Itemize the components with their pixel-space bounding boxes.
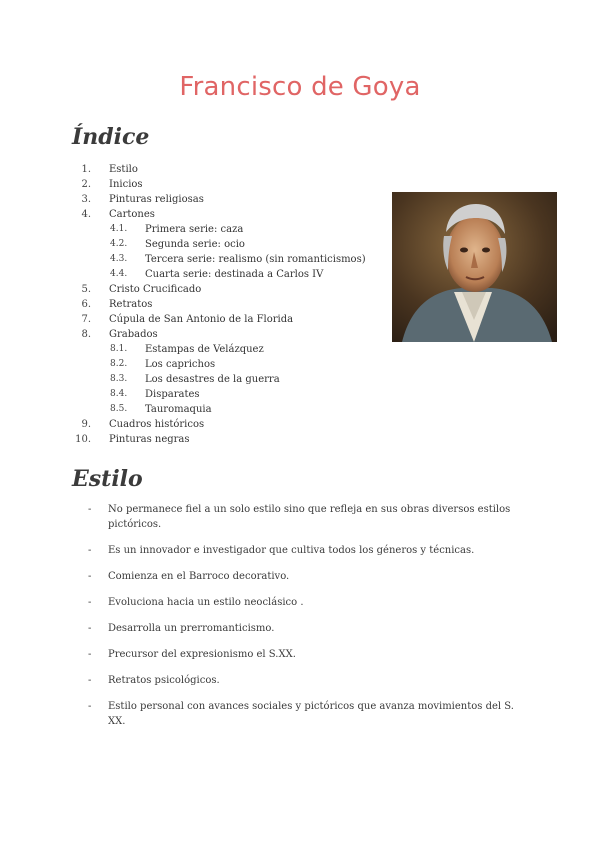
list-item — [88, 647, 528, 662]
toc-item-number: 10. — [75, 434, 91, 445]
bullet-marker: - — [88, 623, 92, 634]
toc-item-label: Primera serie: caza — [145, 224, 244, 235]
bullet-marker: - — [88, 504, 92, 515]
bullet-marker: - — [88, 545, 92, 556]
bullet-text: Estilo personal con avances sociales y pictóricos que avanza movimientos del S. XX. — [108, 701, 514, 727]
toc-item-number: 8.5. — [110, 404, 128, 414]
toc-item-label: Cartones — [109, 209, 155, 220]
toc-item-label: Tauromaquia — [145, 404, 212, 415]
toc-item — [72, 357, 402, 372]
toc-item-number: 8. — [81, 329, 91, 340]
list-item — [88, 673, 528, 688]
toc-item-label: Estilo — [109, 164, 138, 175]
toc-item-number: 4.4. — [110, 269, 128, 279]
toc-item — [72, 177, 402, 192]
toc-item — [72, 162, 402, 177]
table-of-contents — [72, 162, 402, 447]
toc-item — [72, 372, 402, 387]
toc-item-number: 8.3. — [110, 374, 128, 384]
list-item — [88, 502, 528, 532]
bullet-text: Retratos psicológicos. — [108, 675, 220, 686]
bullet-text: Comienza en el Barroco decorativo. — [108, 571, 290, 582]
bullet-marker: - — [88, 701, 92, 712]
document-title: Francisco de Goya — [179, 72, 421, 102]
toc-item-label: Disparates — [145, 389, 200, 400]
toc-item-label: Los desastres de la guerra — [145, 374, 280, 385]
toc-item-label: Estampas de Velázquez — [145, 344, 264, 355]
bullet-text: No permanece fiel a un solo estilo sino que refleja en sus obras diversos estilos pictóricos. — [108, 504, 511, 530]
bullet-marker: - — [88, 675, 92, 686]
bullet-marker: - — [88, 571, 92, 582]
toc-item-number: 8.2. — [110, 359, 128, 369]
bullet-text: Precursor del expresionismo el S.XX. — [108, 649, 296, 660]
bullet-text: Evoluciona hacia un estilo neoclásico . — [108, 597, 304, 608]
toc-item — [72, 267, 402, 282]
toc-item-label: Cúpula de San Antonio de la Florida — [109, 314, 294, 325]
toc-item-label: Cuarta serie: destinada a Carlos IV — [145, 269, 324, 280]
toc-item — [72, 312, 402, 327]
toc-item-label: Grabados — [109, 329, 158, 340]
toc-item-number: 8.1. — [110, 344, 128, 354]
toc-item — [72, 252, 402, 267]
bullet-marker: - — [88, 649, 92, 660]
toc-item-number: 4. — [81, 209, 91, 220]
toc-item — [72, 237, 402, 252]
toc-item-label: Retratos — [109, 299, 153, 310]
toc-item-number: 8.4. — [110, 389, 128, 399]
toc-item-number: 5. — [81, 284, 91, 295]
toc-item — [72, 207, 402, 222]
toc-item — [72, 417, 402, 432]
toc-item — [72, 432, 402, 447]
estilo-heading: Estilo — [72, 466, 143, 492]
bullet-text: Desarrolla un prerromanticismo. — [108, 623, 275, 634]
bullet-text: Es un innovador e investigador que cultiva todos los géneros y técnicas. — [108, 545, 475, 556]
toc-item-label: Cuadros históricos — [109, 419, 205, 430]
toc-item — [72, 192, 402, 207]
toc-item-label: Los caprichos — [145, 359, 216, 370]
toc-item-label: Pinturas negras — [109, 434, 190, 445]
toc-item-label: Tercera serie: realismo (sin romanticismos) — [145, 254, 366, 265]
toc-item-label: Pinturas religiosas — [109, 194, 204, 205]
index-heading: Índice — [72, 124, 150, 150]
goya-portrait-image — [392, 192, 557, 342]
toc-item-label: Inicios — [109, 179, 143, 190]
toc-item-number: 6. — [81, 299, 91, 310]
estilo-bullet-list — [88, 502, 528, 740]
list-item — [88, 543, 528, 558]
list-item — [88, 569, 528, 584]
toc-item-number: 2. — [81, 179, 91, 190]
toc-item-label: Cristo Crucificado — [109, 284, 202, 295]
toc-item-number: 7. — [81, 314, 91, 325]
toc-item — [72, 402, 402, 417]
toc-item-number: 4.1. — [110, 224, 128, 234]
toc-item-number: 4.3. — [110, 254, 128, 264]
toc-item — [72, 222, 402, 237]
toc-item — [72, 342, 402, 357]
toc-item-label: Segunda serie: ocio — [145, 239, 245, 250]
toc-item — [72, 387, 402, 402]
toc-item — [72, 282, 402, 297]
list-item — [88, 699, 528, 729]
toc-item — [72, 297, 402, 312]
toc-item-number: 9. — [81, 419, 91, 430]
bullet-marker: - — [88, 597, 92, 608]
toc-item-number: 4.2. — [110, 239, 128, 249]
list-item — [88, 595, 528, 610]
list-item — [88, 621, 528, 636]
toc-item — [72, 327, 402, 342]
toc-item-number: 3. — [81, 194, 91, 205]
toc-item-number: 1. — [81, 164, 91, 175]
